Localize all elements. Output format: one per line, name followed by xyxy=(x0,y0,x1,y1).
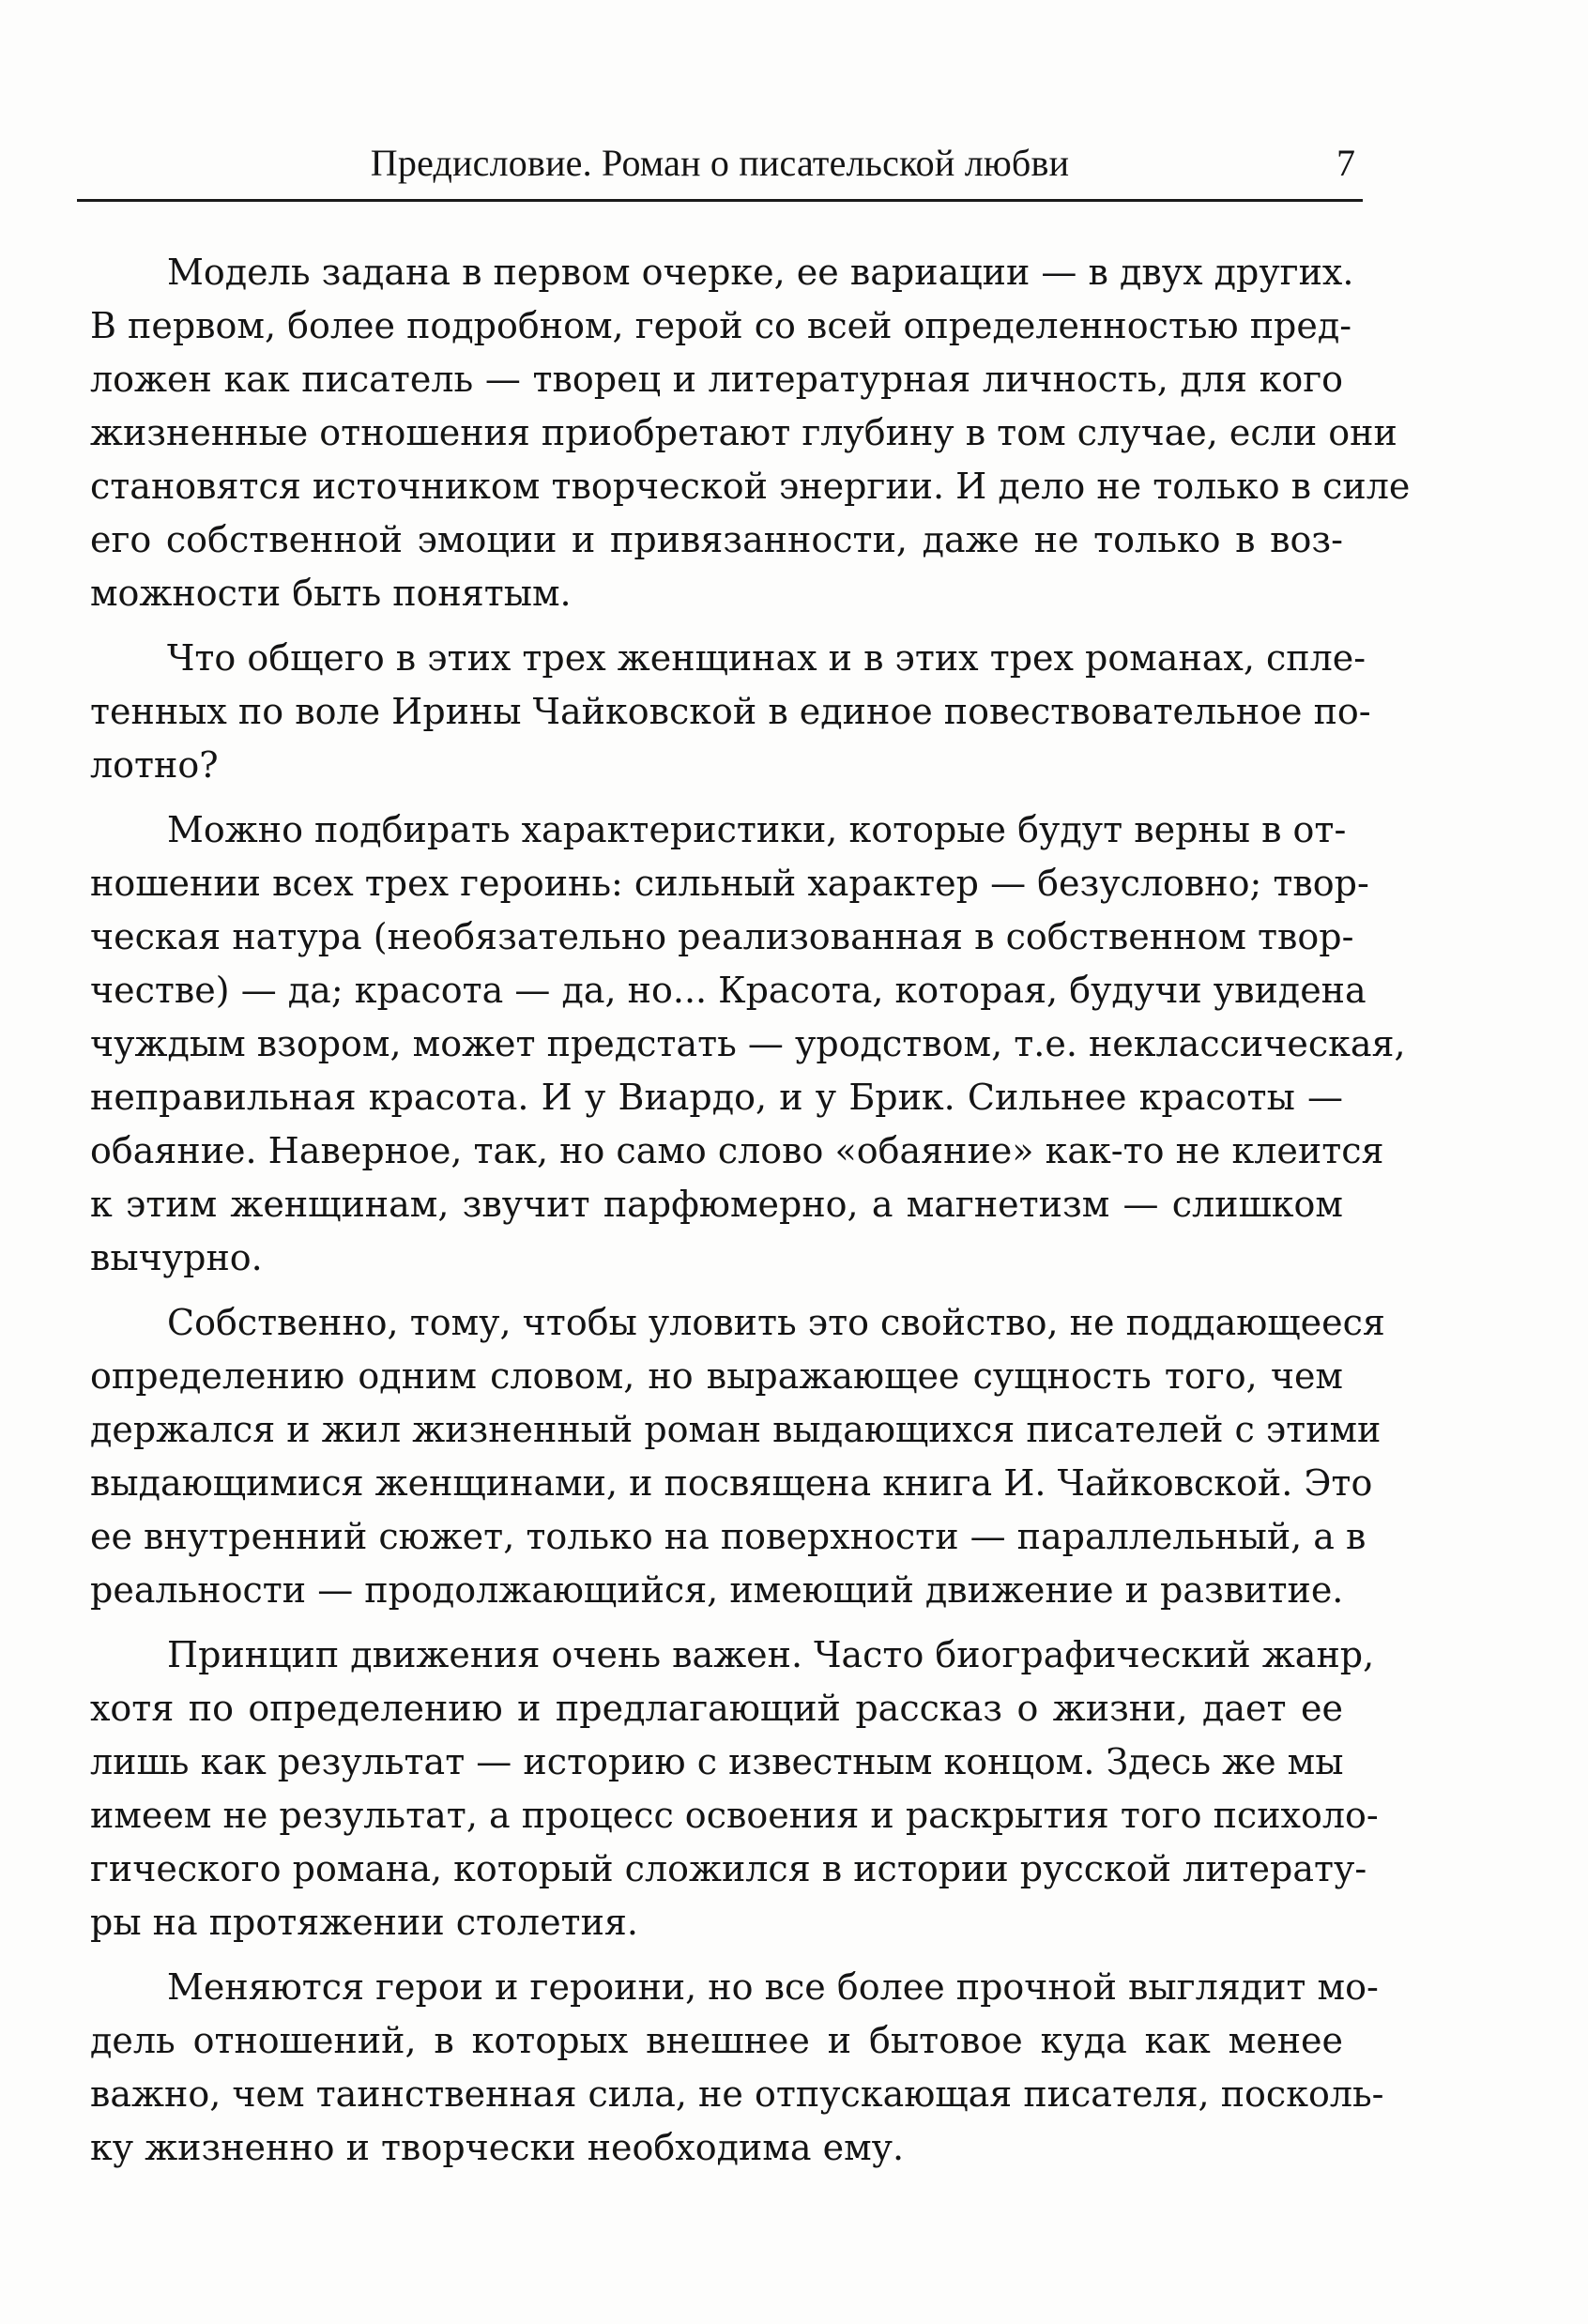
text-line: честве) — да; красота — да, но... Красота, которая, будучи увидена xyxy=(90,970,1367,1011)
text-line: Можно подбирать характеристики, которые будут верны в от- xyxy=(167,809,1347,850)
paragraph xyxy=(90,246,1411,620)
text-line: определению одним словом, но выражающее сущность того, чем xyxy=(90,1355,1343,1397)
paragraph xyxy=(90,1628,1379,1949)
text-line: обаяние. Наверное, так, но само слово «обаяние» как-то не клеится xyxy=(90,1130,1384,1171)
paragraph xyxy=(90,1961,1384,2175)
text-line: вычурно. xyxy=(90,1237,263,1278)
text-line: ношении всех трех героинь: сильный характер — безусловно; твор- xyxy=(90,863,1369,904)
text-line: жизненные отношения приобретают глубину в том случае, если они xyxy=(90,412,1397,453)
paragraph xyxy=(90,632,1371,792)
paragraph xyxy=(90,803,1406,1285)
text-line: ческая натура (необязательно реализованная в собственном твор- xyxy=(90,916,1354,957)
text-line: ры на протяжении столетия. xyxy=(90,1902,638,1943)
text-line: гического романа, который сложился в истории русской литерату- xyxy=(90,1848,1367,1889)
text-line: держался и жил жизненный роман выдающихся писателей с этими xyxy=(90,1409,1382,1450)
text-line: ку жизненно и творчески необходима ему. xyxy=(90,2127,905,2168)
page-number: 7 xyxy=(1336,142,1355,184)
text-line: чуждым взором, может предстать — уродством, т.е. неклассическая, xyxy=(90,1023,1406,1064)
text-line: становятся источником творческой энергии. И дело не только в силе xyxy=(90,466,1411,507)
text-line: имеем не результат, а процесс освоения и раскрытия того психоло- xyxy=(90,1795,1379,1836)
text-line: Собственно, тому, чтобы уловить это свойство, не поддающееся xyxy=(167,1302,1385,1343)
body-text xyxy=(90,246,1411,2186)
text-line: его собственной эмоции и привязанности, даже не только в воз- xyxy=(90,519,1343,560)
text-line: Что общего в этих трех женщинах и в этих трех романах, спле- xyxy=(167,637,1367,679)
text-line: хотя по определению и предлагающий рассказ о жизни, дает ее xyxy=(90,1688,1343,1729)
text-line: лотно? xyxy=(90,744,219,786)
text-line: неправильная красота. И у Виардо, и у Брик. Сильнее красоты — xyxy=(90,1077,1343,1118)
text-line: к этим женщинам, звучит парфюмерно, а магнетизм — слишком xyxy=(90,1184,1343,1225)
text-line: Принцип движения очень важен. Часто биографический жанр, xyxy=(167,1634,1375,1675)
text-line: ложен как писатель — творец и литературная личность, для кого xyxy=(90,359,1343,400)
text-line: можности быть понятым. xyxy=(90,573,572,614)
text-line: важно, чем таинственная сила, не отпускающая писателя, посколь- xyxy=(90,2073,1384,2115)
text-line: В первом, более подробном, герой со всей определенностью пред- xyxy=(90,305,1352,346)
text-line: ее внутренний сюжет, только на поверхности — параллельный, а в xyxy=(90,1516,1367,1557)
text-line: Меняются герои и героини, но все более прочной выглядит мо- xyxy=(167,1966,1379,2008)
text-line: дель отношений, в которых внешнее и бытовое куда как менее xyxy=(90,2020,1343,2061)
text-line: выдающимися женщинами, и посвящена книга И. Чайковской. Это xyxy=(90,1462,1373,1504)
text-line: лишь как результат — историю с известным концом. Здесь же мы xyxy=(90,1741,1344,1782)
text-line: реальности — продолжающийся, имеющий движение и развитие. xyxy=(90,1569,1344,1611)
paragraph xyxy=(90,1296,1385,1617)
text-line: Модель задана в первом очерке, ее вариации — в двух других. xyxy=(167,252,1354,293)
running-title: Предисловие. Роман о писательской любви xyxy=(370,142,1070,184)
text-line: тенных по воле Ирины Чайковской в единое повествовательное по- xyxy=(90,691,1371,732)
running-head xyxy=(77,122,1363,202)
